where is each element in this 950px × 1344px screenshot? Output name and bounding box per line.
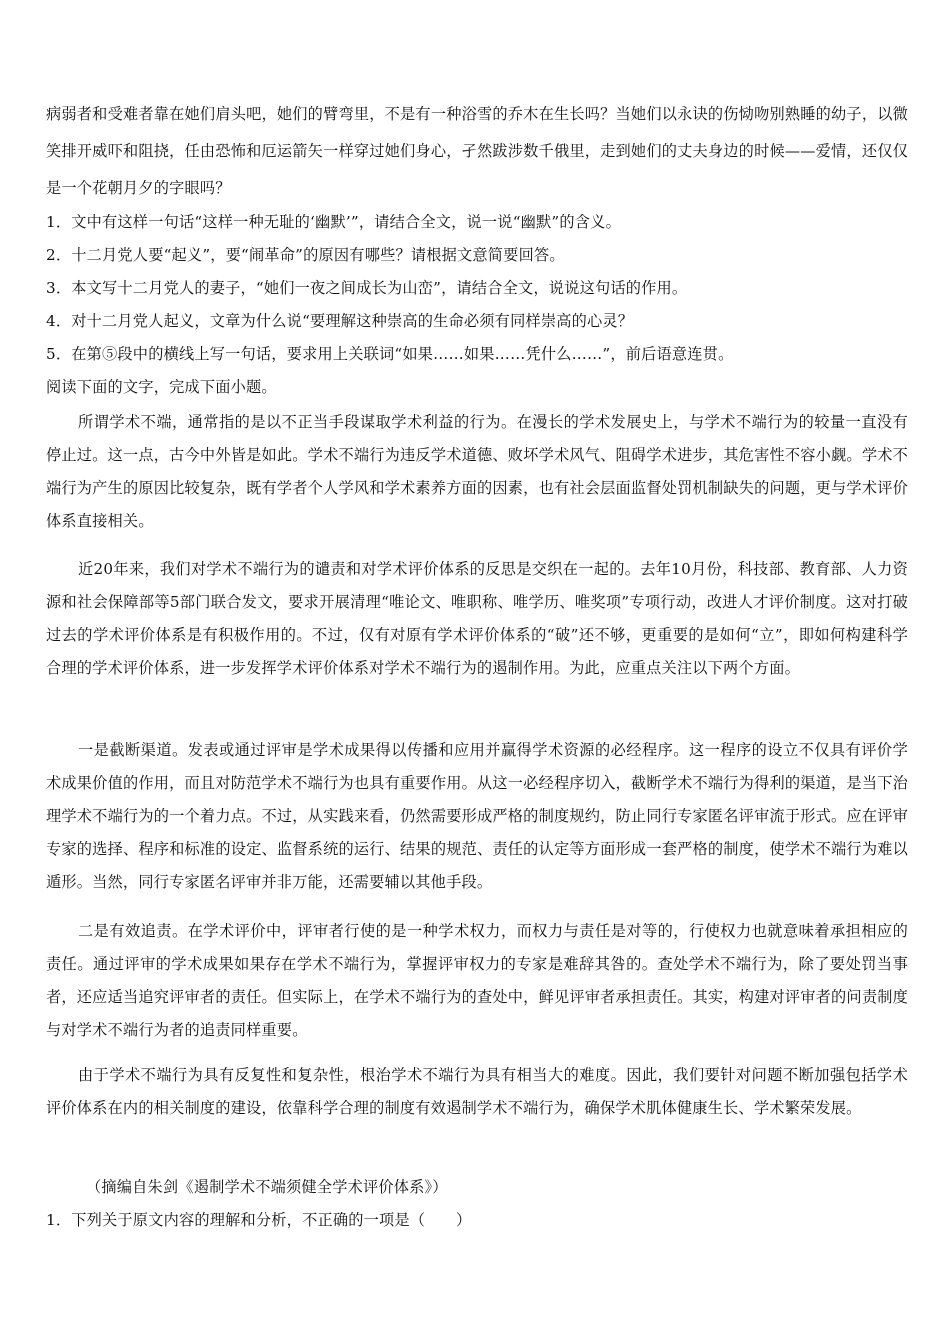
question-2: 2．十二月党人要“起义”，要“闹革命”的原因有哪些？请根据文意简要回答。 — [46, 246, 565, 264]
article-paragraph-1: 所谓学术不端，通常指的是以不正当手段谋取学术利益的行为。在漫长的学术发展史上，与学术不端行为的较量一直没有停止过。这一点，古今中外皆是如此。学术不端行为违反学术道德、败坏学术风气、阻碍学术进步，其危害性不容小觑。学术不端行为产生的原因比较复杂，既有学者个人学风和学术素养方面的因素，也有社会层面监督处罚机制缺失的问题，更与学术评价体系直接相关。 — [46, 413, 908, 530]
article-paragraph-4: 二是有效追责。在学术评价中，评审者行使的是一种学术权力，而权力与责任是对等的，行使权力也就意味着承担相应的责任。通过评审的学术成果如果存在学术不端行为，掌握评审权力的专家是难辞其咎的。查处学术不端行为，除了要处罚当事者，还应适当追究评审者的责任。但实际上，在学术不端行为的查处中，鲜见评审者承担责任。其实，构建对评审者的问责制度与对学术不端行为者的追责同样重要。 — [46, 922, 908, 1039]
reading-instruction: 阅读下面的文字，完成下面小题。 — [46, 378, 277, 396]
question-4: 4．对十二月党人起义，文章为什么说“要理解这种崇高的生命必须有同样崇高的心灵？ — [46, 312, 634, 330]
question-5: 5．在第⑤段中的横线上写一句话，要求用上关联词“如果……如果……凭什么……”，前后语意连贯。 — [46, 345, 734, 363]
question-1: 1．文中有这样一句话“这样一种无耻的‘幽默’”，请结合全文，说一说“幽默”的含义。 — [46, 213, 621, 231]
question-3: 3．本文写十二月党人的妻子，“她们一夜之间成长为山峦”，请结合全文，说说这句话的作用。 — [46, 279, 688, 297]
article-source: （摘编自朱剑《遏制学术不端须健全学术评价体系》） — [86, 1178, 448, 1196]
article-paragraph-3: 一是截断渠道。发表或通过评审是学术成果得以传播和应用并赢得学术资源的必经程序。这一程序的设立不仅具有评价学术成果价值的作用，而且对防范学术不端行为也具有重要作用。从这一必经程序切入，截断学术不端行为得利的渠道，是当下治理学术不端行为的一个着力点。不过，从实践来看，仍然需要形成严格的制度规约，防止同行专家匿名评审流于形式。应在评审专家的选择、程序和标准的设定、监督系统的运行、结果的规范、责任的认定等方面形成一套严格的制度，使学术不端行为难以遁形。当然，同行专家匿名评审并非万能，还需要辅以其他手段。 — [46, 741, 908, 891]
question-part2-1: 1．下列关于原文内容的理解和分析，不正确的一项是（ ） — [46, 1211, 472, 1229]
article-paragraph-2: 近20年来，我们对学术不端行为的谴责和对学术评价体系的反思是交织在一起的。去年10月份，科技部、教育部、人力资源和社会保障部等5部门联合发文，要求开展清理“唯论文、唯职称、唯学历、唯奖项”专项行动，改进人才评价制度。这对打破过去的学术评价体系是有积极作用的。不过，仅有对原有学术评价体系的“破”还不够，更重要的是如何“立”，即如何构建科学合理的学术评价体系，进一步发挥学术评价体系对学术不端行为的遏制作用。为此，应重点关注以下两个方面。 — [46, 560, 908, 677]
article-paragraph-5: 由于学术不端行为具有反复性和复杂性，根治学术不端行为具有相当大的难度。因此，我们要针对问题不断加强包括学术评价体系在内的相关制度的建设，依靠科学合理的制度有效遏制学术不端行为，确保学术肌体健康生长、学术繁荣发展。 — [46, 1066, 908, 1117]
passage-ending: 病弱者和受难者靠在她们肩头吧，她们的臂弯里，不是有一种浴雪的乔木在生长吗？当她们以永诀的伤恸吻别熟睡的幼子，以微笑排开威吓和阻挠，任由恐怖和厄运箭矢一样穿过她们身心，孑然跋涉数千俄里，走到她们的丈夫身边的时候——爱情，还仅仅是一个花朝月夕的字眼吗？ — [46, 105, 908, 197]
